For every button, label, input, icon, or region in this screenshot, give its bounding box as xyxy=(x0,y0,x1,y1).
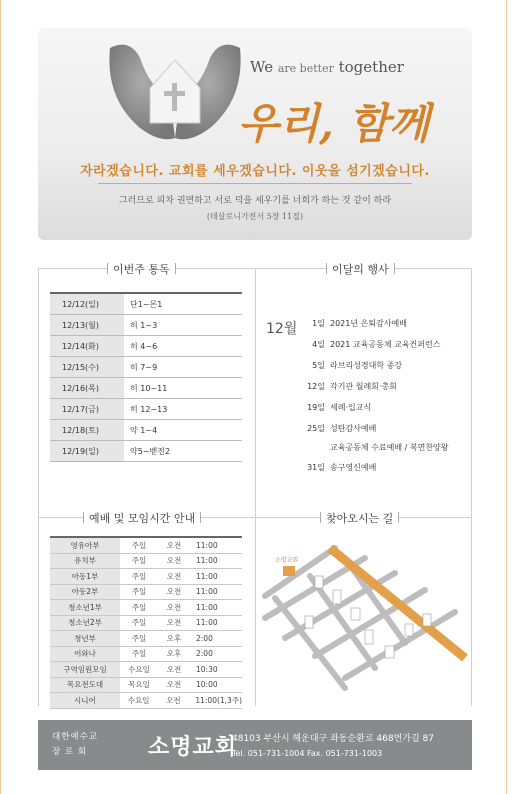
location-map xyxy=(255,528,470,700)
footer-phone: Tel. 051-731-1004 Fax. 051-731-1003 xyxy=(232,749,383,758)
event-name: 2021년 은퇴감사예배 xyxy=(330,319,407,328)
worship-row xyxy=(50,693,242,709)
worship-day: 주일 xyxy=(131,649,147,659)
event-name: 성탄감사예배 xyxy=(330,424,377,433)
worship-time: 11:00 xyxy=(196,587,218,597)
bible-verse: 그러므로 피차 권면하고 서로 덕을 세우기를 너희가 하는 것 같이 하라 xyxy=(118,196,392,206)
worship-time: 2:00 xyxy=(196,649,213,659)
worship-ampm: 오전 xyxy=(166,664,182,674)
event-item xyxy=(302,360,402,371)
event-name: 세례·입교식 xyxy=(330,403,372,412)
events-month: 12월 xyxy=(266,321,298,337)
worship-day: 주일 xyxy=(131,587,147,597)
event-item xyxy=(302,402,371,413)
worship-ampm: 오후 xyxy=(166,633,182,643)
reading-row xyxy=(50,357,242,378)
worship-time: 11:00 xyxy=(196,556,218,566)
worship-row xyxy=(50,538,242,554)
calligraphy-text: 우리, 함께 xyxy=(238,99,430,148)
reading-passage: 단1~몬1 xyxy=(130,299,163,309)
event-name: 송구영신예배 xyxy=(330,463,377,472)
worship-time: 11:00(1,3주) xyxy=(195,695,242,705)
worship-ampm: 오전 xyxy=(166,540,182,550)
worship-day: 목요일 xyxy=(128,680,150,690)
church-marker-icon xyxy=(283,566,295,576)
footer-church-name: 소명교회 xyxy=(148,735,238,760)
reading-row xyxy=(50,336,242,357)
worship-ampm: 오전 xyxy=(166,695,181,705)
event-item xyxy=(302,381,397,392)
event-day xyxy=(302,442,330,453)
event-item xyxy=(302,462,376,473)
reading-passage: 약 1~4 xyxy=(130,425,158,435)
event-item xyxy=(302,423,376,434)
event-name: 각기관 월례회·총회 xyxy=(330,382,397,391)
reading-passage: 히 4~6 xyxy=(130,341,158,351)
worship-time: 2:00 xyxy=(196,633,213,643)
event-name: 라브리성경대학 종강 xyxy=(330,361,403,370)
worship-row xyxy=(50,585,242,601)
event-item xyxy=(302,442,449,453)
worship-row xyxy=(50,647,242,663)
worship-time: 10:30 xyxy=(196,664,218,674)
frame-right-line xyxy=(471,268,472,706)
worship-table xyxy=(50,536,242,709)
worship-time: 11:00 xyxy=(196,571,218,581)
frame-left-line xyxy=(38,268,39,706)
banner xyxy=(38,28,472,240)
map-church-label: 소명교회 xyxy=(275,557,299,564)
worship-group: 청년부 xyxy=(50,631,120,646)
worship-group: 청소년2부 xyxy=(50,616,120,631)
worship-group: 아동1부 xyxy=(50,569,120,584)
worship-day: 주일 xyxy=(131,556,147,566)
event-name: 2021 교육공동체 교육컨퍼런스 xyxy=(330,340,441,349)
worship-row xyxy=(50,600,242,616)
reading-row xyxy=(50,294,242,315)
worship-day: 주일 xyxy=(131,540,147,550)
reading-row xyxy=(50,420,242,441)
reading-date: 12/16(목) xyxy=(50,378,124,398)
map-road-label: 해운대로 xyxy=(413,640,433,658)
worship-time: 11:00 xyxy=(196,602,218,612)
worship-group: 어와나 xyxy=(50,647,120,662)
worship-row xyxy=(50,616,242,632)
worship-row xyxy=(50,678,242,694)
worship-row xyxy=(50,554,242,570)
reading-date: 12/15(수) xyxy=(50,357,124,377)
worship-day: 주일 xyxy=(131,633,147,643)
worship-time: 10:00 xyxy=(196,680,218,690)
reading-date: 12/13(월) xyxy=(50,315,124,335)
footer xyxy=(38,720,472,770)
worship-group: 구역임원모임 xyxy=(50,662,120,677)
worship-day: 주일 xyxy=(131,571,147,581)
event-name: 교육공동체 수료예배 / 복면찬양왕 xyxy=(330,443,449,452)
reading-row xyxy=(50,441,242,462)
reading-date: 12/19(일) xyxy=(50,441,124,461)
worship-ampm: 오전 xyxy=(166,556,182,566)
reading-passage: 히 1~3 xyxy=(130,320,158,330)
worship-row xyxy=(50,569,242,585)
footer-denomination: 대한예수교 장 로 회 xyxy=(52,732,99,757)
worship-ampm: 오전 xyxy=(166,587,182,597)
worship-ampm: 오후 xyxy=(166,649,182,659)
reading-row xyxy=(50,399,242,420)
reading-passage: 히 10~11 xyxy=(130,383,168,393)
reading-passage: 히 7~9 xyxy=(130,362,158,372)
reading-passage: 약5~벧전2 xyxy=(130,446,171,456)
worship-group: 영유아부 xyxy=(50,538,120,553)
worship-ampm: 오전 xyxy=(166,618,182,628)
worship-day: 주일 xyxy=(131,602,147,612)
main-road xyxy=(330,548,465,658)
slogan-divider xyxy=(98,183,412,184)
worship-day: 수요일 xyxy=(128,664,150,674)
hands-house-illustration xyxy=(100,28,250,146)
directions-section-title: 찾아오시는 길 xyxy=(320,510,399,526)
event-day: 31일 xyxy=(307,463,325,472)
bible-verse-reference: (데살로니가전서 5장 11절) xyxy=(206,212,304,221)
reading-date: 12/12(일) xyxy=(50,294,124,314)
reading-date: 12/17(금) xyxy=(50,399,124,419)
event-day: 5일 xyxy=(312,361,325,370)
worship-group: 목요전도대 xyxy=(50,678,120,693)
left-edge-line xyxy=(0,0,1,794)
calligraphy-title xyxy=(234,86,434,156)
reading-passage: 히 12~13 xyxy=(130,404,168,414)
worship-time: 11:00 xyxy=(196,618,218,628)
worship-row xyxy=(50,631,242,647)
event-item xyxy=(302,318,407,329)
event-day: 1일 xyxy=(312,319,325,328)
event-item xyxy=(302,339,440,350)
right-edge-line xyxy=(506,0,507,794)
worship-row xyxy=(50,662,242,678)
worship-time: 11:00 xyxy=(196,540,218,550)
worship-ampm: 오전 xyxy=(166,680,182,690)
reading-row xyxy=(50,378,242,399)
worship-group: 유치부 xyxy=(50,554,120,569)
event-day: 25일 xyxy=(307,424,325,433)
events-section-title: 이달의 행사 xyxy=(326,261,395,277)
worship-group: 아동2부 xyxy=(50,585,120,600)
tagline: We are better together xyxy=(250,58,404,76)
event-day: 12일 xyxy=(307,382,325,391)
event-day: 4일 xyxy=(312,340,325,349)
slogan: 자라겠습니다. 교회를 세우겠습니다. 이웃을 섬기겠습니다. xyxy=(80,164,430,179)
worship-group: 시니어 xyxy=(50,693,120,708)
reading-date: 12/14(화) xyxy=(50,336,124,356)
reading-date: 12/18(토) xyxy=(50,420,124,440)
worship-group: 청소년1부 xyxy=(50,600,120,615)
worship-day: 주일 xyxy=(131,618,147,628)
reading-row xyxy=(50,315,242,336)
worship-section-title: 예배 및 모임시간 안내 xyxy=(83,510,201,526)
worship-ampm: 오전 xyxy=(166,571,182,581)
worship-ampm: 오전 xyxy=(166,602,182,612)
event-day: 19일 xyxy=(307,403,325,412)
reading-section-title: 이번주 통독 xyxy=(107,261,176,277)
worship-day: 수요일 xyxy=(127,695,150,705)
reading-table xyxy=(50,292,242,462)
footer-address: 48103 부산시 해운대구 좌동순환로 468번가길 87 xyxy=(232,734,434,744)
